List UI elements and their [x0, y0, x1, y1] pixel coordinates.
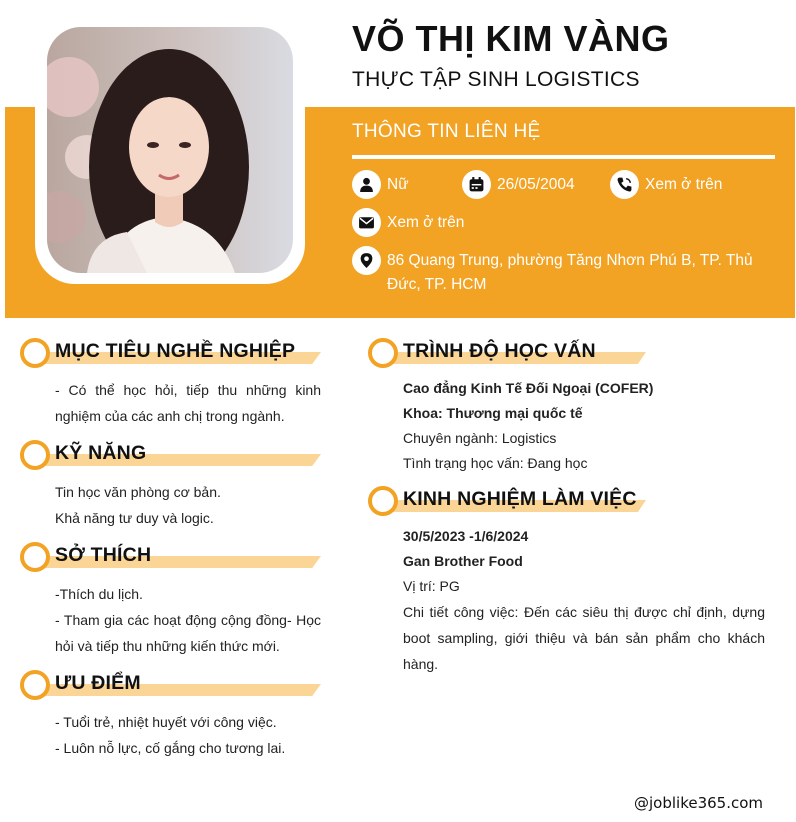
- bullet-circle-icon: [20, 440, 50, 470]
- objective-title: MỤC TIÊU NGHỀ NGHIỆP: [55, 340, 296, 362]
- calendar-icon: [462, 170, 491, 199]
- contact-title: THÔNG TIN LIÊN HỆ: [352, 121, 541, 142]
- contact-divider: [352, 155, 775, 159]
- strengths-item: - Luôn nỗ lực, cố gắng cho tương lai.: [55, 740, 286, 756]
- skills-item: Khả năng tư duy và logic.: [55, 510, 214, 526]
- contact-gender: [352, 173, 409, 199]
- skills-item: Tin học văn phòng cơ bản.: [55, 484, 221, 500]
- objective-text: - Có thể học hỏi, tiếp thu những kinh nghiệm của các anh chị trong ngành.: [55, 382, 321, 424]
- section-education: [368, 336, 765, 476]
- email-text: Xem ở trên: [387, 214, 465, 231]
- education-status: Tình trạng học vấn: Đang học: [403, 455, 588, 471]
- profile-photo: [47, 27, 293, 273]
- contact-phone: [610, 173, 722, 199]
- experience-title: KINH NGHIỆM LÀM VIỆC: [403, 488, 637, 510]
- experience-period: 30/5/2023 -1/6/2024: [403, 528, 529, 544]
- skills-title: KỸ NĂNG: [55, 442, 147, 464]
- hobbies-item: - Tham gia các hoạt động cộng đồng- Học hỏi và tiếp thu những kiến thức mới.: [55, 612, 321, 654]
- education-faculty: Khoa: Thương mại quốc tế: [403, 405, 583, 421]
- education-major: Chuyên ngành: Logistics: [403, 430, 557, 446]
- contact-address: [352, 249, 762, 297]
- section-strengths: [20, 668, 321, 761]
- experience-company: Gan Brother Food: [403, 553, 523, 569]
- envelope-icon: [352, 208, 381, 237]
- section-experience: [368, 484, 765, 677]
- bullet-circle-icon: [368, 486, 398, 516]
- bullet-circle-icon: [20, 670, 50, 700]
- experience-position: Vị trí: PG: [403, 578, 460, 594]
- education-title: TRÌNH ĐỘ HỌC VẤN: [403, 340, 596, 362]
- footer-watermark: @joblike365.com: [634, 794, 764, 812]
- strengths-item: - Tuổi trẻ, nhiệt huyết với công việc.: [55, 714, 277, 730]
- bullet-circle-icon: [368, 338, 398, 368]
- hobbies-title: SỞ THÍCH: [55, 544, 152, 566]
- education-school: Cao đẳng Kinh Tế Đối Ngoại (COFER): [403, 380, 654, 396]
- address-text: 86 Quang Trung, phường Tăng Nhơn Phú B, TP. Thủ Đức, TP. HCM: [387, 252, 753, 293]
- section-skills: [20, 438, 321, 531]
- experience-details: Chi tiết công việc: Đến các siêu thị được chỉ định, dựng boot sampling, giới thiệu và bán sản phẩm cho khách hàng.: [403, 604, 765, 672]
- candidate-name: VÕ THỊ KIM VÀNG: [352, 18, 670, 59]
- person-icon: [352, 170, 381, 199]
- bullet-circle-icon: [20, 542, 50, 572]
- hobbies-item: -Thích du lịch.: [55, 586, 143, 602]
- candidate-role: THỰC TẬP SINH LOGISTICS: [352, 68, 640, 91]
- birthday-text: 26/05/2004: [497, 176, 575, 193]
- gender-text: Nữ: [387, 176, 409, 193]
- phone-text: Xem ở trên: [645, 176, 723, 193]
- contact-email: [352, 211, 464, 237]
- bullet-circle-icon: [20, 338, 50, 368]
- section-objective: [20, 336, 321, 429]
- phone-icon: [610, 170, 639, 199]
- contact-birthday: [462, 173, 575, 199]
- section-hobbies: [20, 540, 321, 659]
- strengths-title: ƯU ĐIỂM: [55, 672, 141, 694]
- location-pin-icon: [352, 246, 381, 275]
